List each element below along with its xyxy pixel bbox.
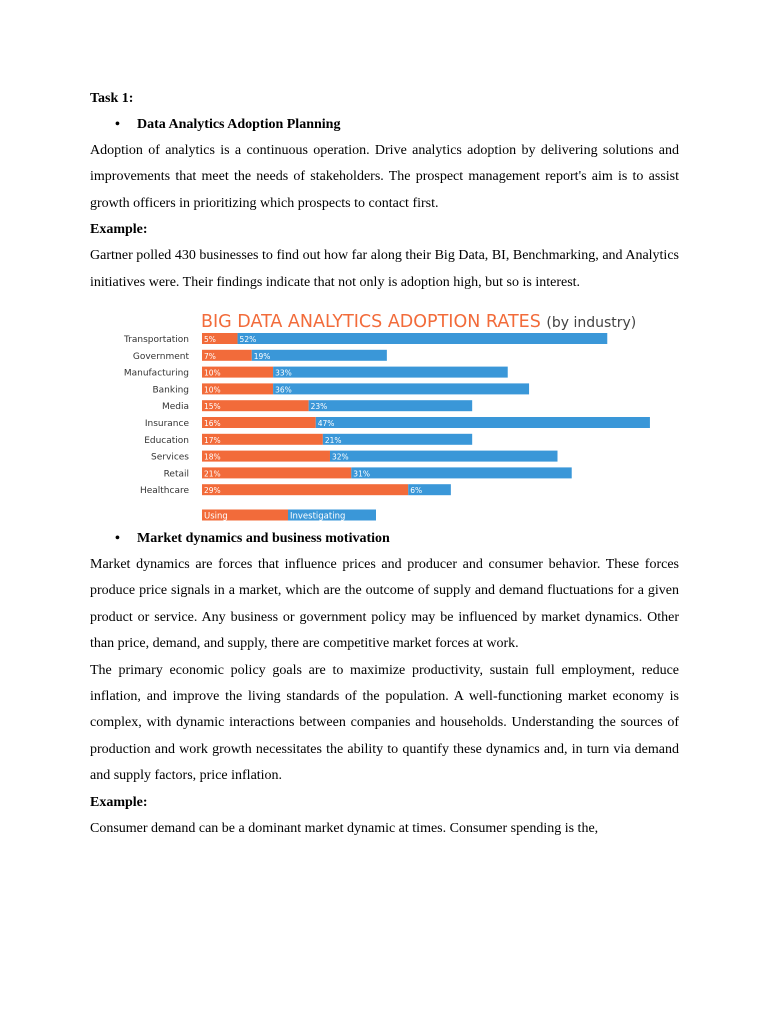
data-label-investigating: 52% (239, 335, 257, 345)
bullet-icon: • (115, 117, 120, 132)
paragraph-consumer-demand: Consumer demand can be a dominant market dynamic at times. Consumer spending is the, (90, 820, 599, 836)
category-label: Banking (152, 385, 189, 396)
bar-investigating (323, 434, 472, 445)
category-label: Education (144, 435, 189, 446)
legend-using-label: Using (204, 511, 228, 522)
chart-svg (90, 296, 679, 526)
data-label-investigating: 6% (410, 486, 423, 496)
bar-investigating (238, 333, 608, 344)
paragraph-policy-goals: The primary economic policy goals are to maximize productivity, sustain full employment, reduce inflation, and improve the living standards of the population. A well-functioning market economy is complex, with dynamic interactions between companies and households. Understanding the sources of production and work growth necessitates the ability to quantify these dynamics and, in turn via demand and supply factors, price inflation. (90, 662, 679, 784)
data-label-investigating: 33% (275, 368, 292, 378)
data-label-using: 10% (204, 385, 221, 395)
paragraph-gartner: Gartner polled 430 businesses to find out how far along their Big Data, BI, Benchmarking, and Analytics initiatives were. Their findings indicate that not only is adoption high, but so is interest. (90, 248, 679, 290)
data-label-using: 17% (204, 435, 221, 445)
category-label: Transportation (124, 335, 189, 346)
data-label-investigating: 23% (310, 402, 328, 412)
data-label-investigating: 47% (317, 419, 335, 429)
bar-investigating (316, 417, 650, 428)
data-label-investigating: 21% (324, 435, 342, 445)
example-label: Example: (90, 794, 148, 810)
category-label: Government (132, 351, 189, 362)
category-label: Services (151, 452, 189, 463)
data-label-using: 16% (204, 419, 221, 429)
data-label-investigating: 19% (253, 351, 271, 361)
data-label-using: 15% (204, 402, 221, 412)
legend-investigating-label: Investigating (290, 511, 346, 522)
bar-investigating (330, 451, 558, 462)
category-label: Retail (163, 469, 189, 480)
paragraph-market-dynamics: Market dynamics are forces that influence prices and producer and consumer behavior. These forces produce price signals in a market, which are the outcome of supply and demand fluctuations for a given product or service. Any business or government policy may be influenced by market dynamics. Other than price, demand, and supply, there are competitive market forces at work. (90, 557, 679, 652)
bar-investigating (351, 467, 571, 478)
section-heading-text: Data Analytics Adoption Planning (137, 117, 341, 132)
bar-investigating (273, 367, 508, 378)
section-heading-text: Market dynamics and business motivation (137, 531, 390, 547)
paragraph-adoption: Adoption of analytics is a continuous operation. Drive analytics adoption by delivering solutions and improvements that meet the needs of stakeholders. The prospect management report's aim is to assist growth officers in prioritizing which prospects to contact first. (90, 143, 679, 211)
data-label-using: 10% (204, 368, 221, 378)
bar-using (202, 451, 330, 462)
category-label: Manufacturing (123, 368, 189, 379)
data-label-using: 29% (204, 486, 221, 496)
chart-subtitle: (by industry) (546, 315, 637, 332)
bar-investigating (252, 350, 387, 361)
data-label-investigating: 32% (331, 452, 349, 462)
data-label-using: 18% (204, 452, 221, 462)
bar-using (202, 467, 351, 478)
category-label: Media (161, 402, 189, 413)
bar-investigating (273, 383, 529, 394)
chart-title-main: BIG DATA ANALYTICS ADOPTION RATES (201, 312, 547, 333)
data-label-investigating: 36% (275, 385, 292, 395)
task-title: Task 1: (90, 91, 134, 106)
example-label: Example: (90, 222, 148, 238)
data-label-using: 5% (204, 335, 216, 345)
data-label-using: 7% (204, 351, 216, 361)
section-heading-data-analytics (90, 112, 679, 138)
bullet-icon: • (115, 531, 120, 547)
category-label: Healthcare (139, 486, 189, 497)
chart-title (201, 312, 636, 332)
data-label-investigating: 31% (353, 469, 370, 479)
bar-using (202, 484, 408, 495)
category-label: Insurance (144, 419, 189, 430)
data-label-using: 21% (204, 469, 221, 479)
section-heading-market-dynamics (90, 526, 679, 552)
adoption-rates-chart (90, 296, 679, 526)
bar-investigating (309, 400, 473, 411)
document-page (90, 86, 679, 842)
